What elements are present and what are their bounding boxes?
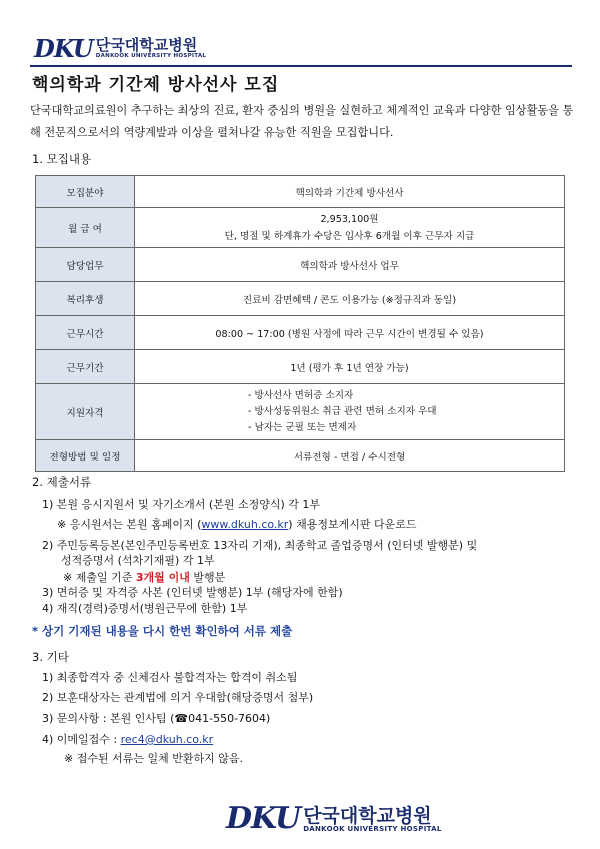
page-title: 핵의학과 기간제 방사선사 모집 bbox=[32, 75, 280, 95]
table-row bbox=[36, 350, 565, 384]
intro-paragraph: 단국대학교의료원이 추구하는 최상의 진료, 환자 중심의 병원을 실현하고 체계적인 교육과 다양한 임상활동을 통해 전문직으로서의 역량계발과 이상을 펼쳐나갈 유능한 직원을 모집합니다. bbox=[30, 104, 574, 139]
row-label: 월 급 여 bbox=[36, 208, 135, 248]
section-heading-etc: 3. 기타 bbox=[32, 650, 69, 664]
email-link[interactable]: rec4@dkuh.co.kr bbox=[120, 733, 214, 746]
table-row bbox=[36, 208, 565, 248]
list-item bbox=[63, 569, 225, 585]
salary-amount: 2,953,100원 bbox=[320, 213, 379, 225]
table-row bbox=[36, 316, 565, 350]
homepage-link[interactable]: www.dkuh.co.kr bbox=[201, 518, 289, 531]
list-item: 3) 문의사항 : 본원 인사팀 (☎041-550-7604) bbox=[42, 712, 271, 725]
list-item: - 방사선사 면허증 소지자 bbox=[248, 389, 354, 401]
email-label: 4) 이메일접수 : bbox=[42, 733, 121, 746]
salary-cell bbox=[135, 208, 565, 248]
logo-english-name: DANKOOK UNIVERSITY HOSPITAL bbox=[303, 825, 442, 833]
logo-mark: DKU bbox=[34, 34, 93, 63]
list-item: - 남자는 군필 또는 면제자 bbox=[248, 421, 357, 433]
note-text: ) 채용정보게시판 다운로드 bbox=[288, 518, 417, 531]
note-text: ※ 응시원서는 본원 홈페이지 ( bbox=[57, 518, 202, 531]
list-item: 1) 본원 응시지원서 및 자기소개서 (본원 소정양식) 각 1부 bbox=[42, 498, 320, 511]
list-item: 4) 재직(경력)증명서(병원근무에 한함) 1부 bbox=[42, 602, 248, 615]
row-label: 모집분야 bbox=[36, 176, 135, 208]
qualification-list bbox=[135, 384, 565, 440]
row-label: 전형방법 및 일정 bbox=[36, 440, 135, 472]
highlight-period: 3개월 이내 bbox=[135, 571, 190, 584]
list-item: 2) 주민등록등본(본인주민등록번호 13자리 기재), 최종학교 졸업증명서 (인터넷 발행분) 및 bbox=[42, 539, 478, 552]
row-label: 근무기간 bbox=[36, 350, 135, 384]
row-label: 복리후생 bbox=[36, 282, 135, 316]
list-item: 성적증명서 (석차기재필) 각 1부 bbox=[61, 554, 215, 567]
row-value: 진료비 감면혜택 / 콘도 이용가능 (※정규직과 동일) bbox=[135, 282, 565, 316]
list-item: 1) 최종합격자 중 신체검사 불합격자는 합격이 취소됨 bbox=[42, 671, 298, 684]
row-value: 핵의학과 기간제 방사선사 bbox=[135, 176, 565, 208]
table-row bbox=[36, 282, 565, 316]
warning-note: * 상기 기재된 내용을 다시 한번 확인하여 서류 제출 bbox=[32, 624, 293, 638]
list-item: 2) 보훈대상자는 관계법에 의거 우대함(해당증명서 첨부) bbox=[42, 691, 314, 704]
row-label: 담당업무 bbox=[36, 248, 135, 282]
note-text: 발행분 bbox=[189, 571, 226, 584]
hospital-logo-top bbox=[34, 34, 207, 63]
logo-english-name: DANKOOK UNIVERSITY HOSPITAL bbox=[95, 53, 207, 59]
list-item bbox=[42, 731, 213, 747]
list-item bbox=[57, 516, 416, 532]
logo-korean-name: 단국대학교병원 bbox=[95, 36, 198, 54]
list-item: 3) 면허증 및 자격증 사본 (인터넷 발행분) 1부 (해당자에 한함) bbox=[42, 586, 343, 599]
table-row bbox=[36, 440, 565, 472]
row-value: 1년 (평가 후 1년 연장 가능) bbox=[135, 350, 565, 384]
row-value: 서류전형 - 면접 / 수시전형 bbox=[135, 440, 565, 472]
section-heading-recruitment: 1. 모집내용 bbox=[32, 152, 92, 166]
table-row bbox=[36, 176, 565, 208]
header-divider bbox=[30, 65, 572, 67]
recruitment-table bbox=[35, 175, 565, 472]
logo-korean-name: 단국대학교병원 bbox=[303, 805, 432, 827]
hospital-logo-bottom bbox=[226, 801, 442, 836]
salary-note: 단, 명절 및 하계휴가 수당은 입사후 6개월 이후 근무자 지급 bbox=[224, 230, 475, 242]
row-value: 핵의학과 방사선사 업무 bbox=[135, 248, 565, 282]
row-label: 근무시간 bbox=[36, 316, 135, 350]
row-label: 지원자격 bbox=[36, 384, 135, 440]
logo-mark: DKU bbox=[226, 801, 301, 836]
list-item: - 방사성동위원소 취급 관련 면허 소지자 우대 bbox=[248, 405, 437, 417]
section-heading-documents: 2. 제출서류 bbox=[32, 475, 92, 489]
table-row bbox=[36, 248, 565, 282]
list-item: ※ 접수된 서류는 일체 반환하지 않음. bbox=[64, 752, 243, 765]
table-row bbox=[36, 384, 565, 440]
row-value: 08:00 ~ 17:00 (병원 사정에 따라 근무 시간이 변경될 수 있음) bbox=[135, 316, 565, 350]
note-text: ※ 제출일 기준 bbox=[63, 571, 136, 584]
